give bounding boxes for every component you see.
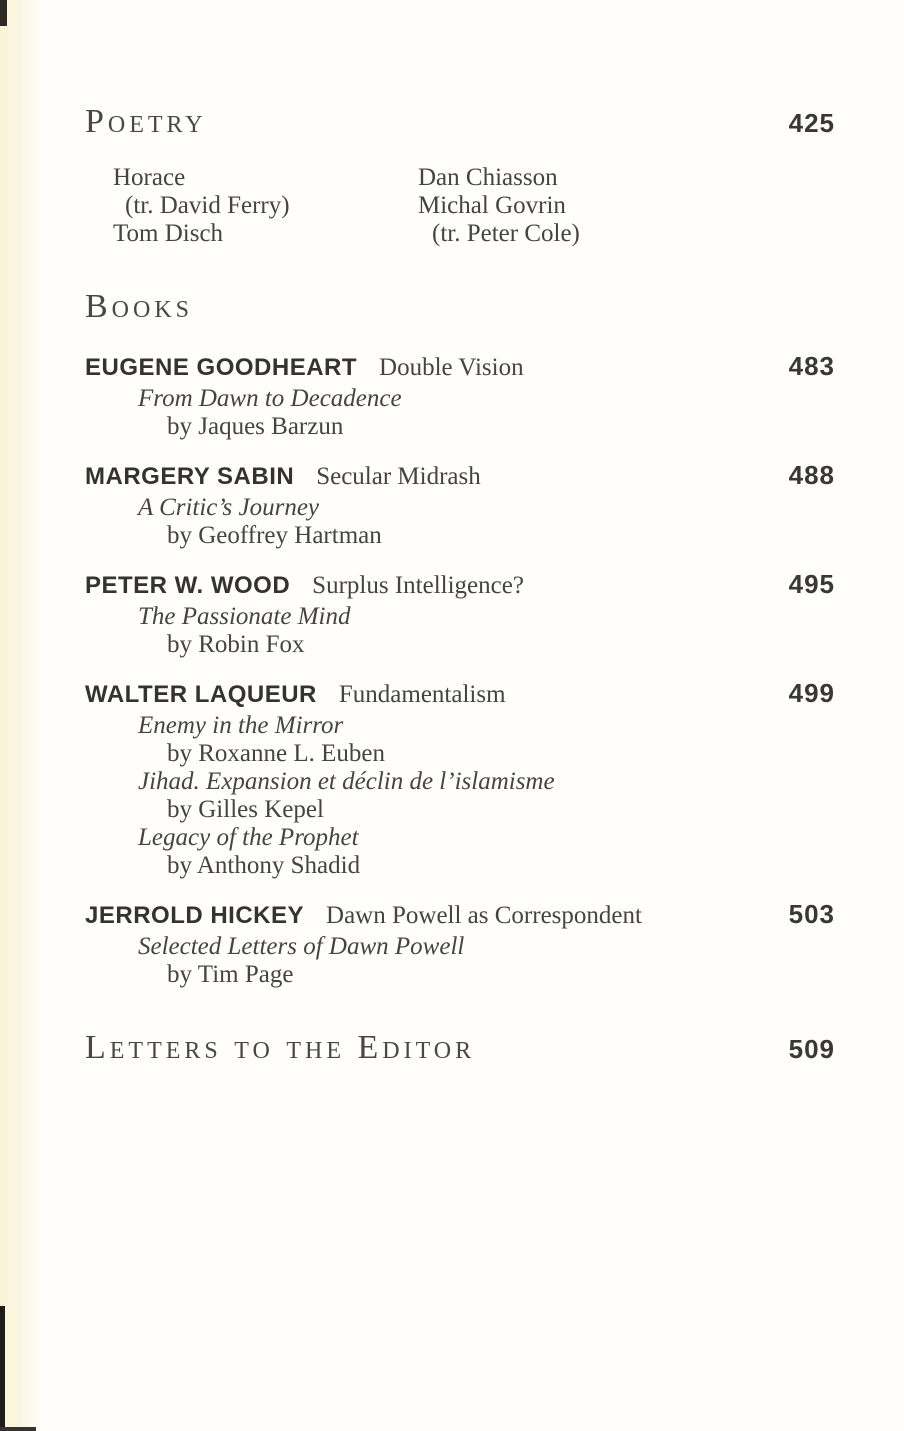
reviewed-book-title: Legacy of the Prophet (138, 824, 359, 851)
poetry-column-left (113, 164, 290, 248)
reviewed-book-author: by Roxanne L. Euben (167, 740, 386, 767)
poetry-page-number: 425 (788, 108, 835, 138)
reviewed-book-title: The Passionate Mind (138, 603, 351, 630)
letters-heading: Letters to the Editor (85, 1029, 476, 1066)
scan-edge-mark-top (0, 0, 7, 26)
reviewed-book-title: Enemy in the Mirror (138, 712, 344, 739)
article-title: Dawn Powell as Correspondent (326, 902, 642, 929)
poet-translator: (tr. David Ferry) (125, 192, 290, 219)
book-review-entry (85, 461, 835, 550)
poetry-heading: Poetry (85, 103, 207, 140)
reviewed-book-title: Selected Letters of Dawn Powell (138, 933, 465, 960)
poet-name: Dan Chiasson (418, 164, 558, 191)
poetry-contributors (85, 164, 835, 248)
entry-title-group (85, 354, 524, 385)
letters-section-header (85, 1030, 835, 1066)
entry-head (85, 679, 835, 712)
poetry-column-right (418, 164, 580, 248)
poet-name: Michal Govrin (418, 192, 566, 219)
entry-page-number: 495 (788, 569, 835, 599)
article-title: Double Vision (379, 354, 524, 381)
article-title: Fundamentalism (338, 681, 506, 708)
scan-edge-mark-bottom (0, 1306, 5, 1431)
books-heading: Books (85, 288, 194, 325)
poet-name: Tom Disch (113, 220, 224, 247)
reviewed-book-author: by Tim Page (167, 961, 294, 988)
entry-title-group (85, 681, 506, 712)
reviewer-name: JERROLD HICKEY (85, 902, 305, 929)
entry-title-group (85, 463, 481, 494)
reviewer-name: EUGENE GOODHEART (85, 354, 358, 381)
reviewer-name: MARGERY SABIN (85, 463, 295, 490)
scan-edge-mark-corner (0, 1427, 36, 1431)
entry-page-number: 488 (788, 460, 835, 490)
reviewed-book-title: Jihad. Expansion et déclin de l’islamisme (138, 768, 555, 795)
reviewed-book-author: by Gilles Kepel (167, 796, 324, 823)
entry-title-group (85, 902, 642, 933)
poetry-section-header (85, 104, 835, 140)
article-title: Secular Midrash (316, 463, 481, 490)
reviewed-book-title: From Dawn to Decadence (138, 385, 402, 412)
entry-head (85, 900, 835, 933)
entry-page-number: 503 (788, 899, 835, 929)
book-review-entry (85, 570, 835, 659)
reviewer-name: WALTER LAQUEUR (85, 681, 317, 708)
entry-head (85, 570, 835, 603)
reviewed-book-author: by Geoffrey Hartman (167, 522, 382, 549)
article-title: Surplus Intelligence? (312, 572, 524, 599)
entry-head (85, 461, 835, 494)
books-section-header (85, 289, 835, 325)
entry-head (85, 352, 835, 385)
reviewer-name: PETER W. WOOD (85, 572, 291, 599)
poet-name: Horace (113, 164, 186, 191)
entry-page-number: 499 (788, 678, 835, 708)
letters-page-number: 509 (788, 1034, 835, 1064)
book-review-entry (85, 352, 835, 441)
scan-gutter-strip (0, 0, 46, 1431)
reviewed-book-author: by Anthony Shadid (167, 852, 361, 879)
reviewed-book-author: by Jaques Barzun (167, 413, 344, 440)
poet-translator: (tr. Peter Cole) (432, 220, 580, 247)
toc-content (85, 0, 835, 1066)
book-review-entry (85, 900, 835, 989)
reviewed-book-author: by Robin Fox (167, 631, 305, 658)
entry-page-number: 483 (788, 351, 835, 381)
reviewed-book-title: A Critic’s Journey (138, 494, 320, 521)
book-review-entry (85, 679, 835, 880)
entry-title-group (85, 572, 524, 603)
